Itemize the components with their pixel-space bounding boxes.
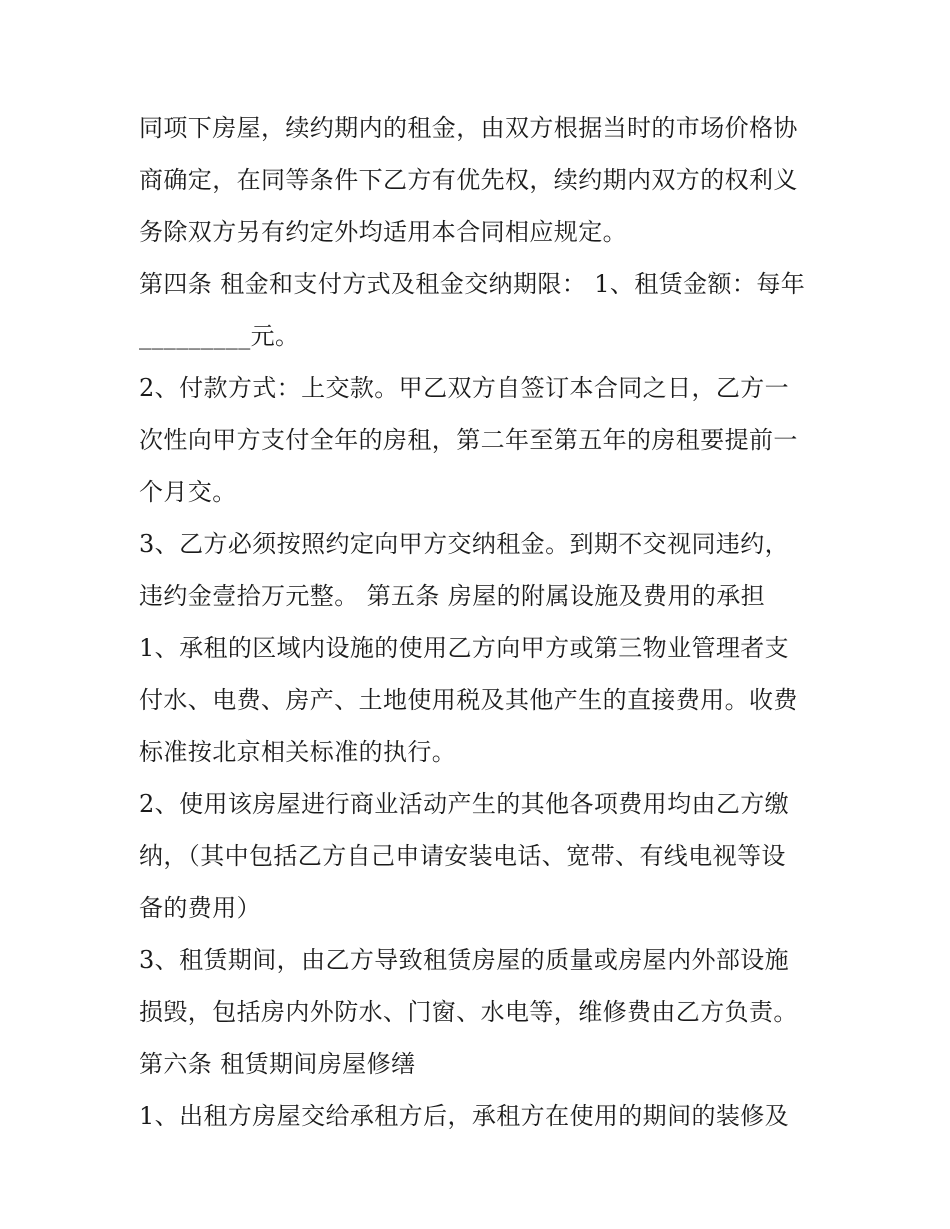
text-line: 备的费用） (139, 894, 261, 922)
text-line: 第六条 租赁期间房屋修缮 (139, 1050, 416, 1078)
text-line: 1、出租方房屋交给承租方后，承租方在使用的期间的装修及 (139, 1102, 790, 1130)
text-line: 标准按北京相关标准的执行。 (139, 738, 457, 766)
text-line: 纳，（其中包括乙方自己申请安装电话、宽带、有线电视等设 (139, 842, 786, 870)
text-line: 商确定，在同等条件下乙方有优先权，续约期内双方的权利义 (139, 166, 798, 194)
text-line: 违约金壹拾万元整。 第五条 房屋的附属设施及费用的承担 (139, 582, 766, 610)
text-line: 3、乙方必须按照约定向甲方交纳租金。到期不交视同违约， (139, 530, 790, 558)
text-line: 次性向甲方支付全年的房租，第二年至第五年的房租要提前一 (139, 426, 798, 454)
text-line: 3、租赁期间，由乙方导致租赁房屋的质量或房屋内外部设施 (139, 946, 790, 974)
text-line: 2、付款方式：上交款。甲乙双方自签订本合同之日，乙方一 (139, 374, 790, 402)
text-line: 1、承租的区域内设施的使用乙方向甲方或第三物业管理者支 (139, 634, 790, 662)
text-line: 2、使用该房屋进行商业活动产生的其他各项费用均由乙方缴 (139, 790, 790, 818)
text-line: _________元。 (139, 322, 300, 350)
text-line: 损毁，包括房内外防水、门窗、水电等，维修费由乙方负责。 (139, 998, 798, 1026)
text-line: 同项下房屋，续约期内的租金，由双方根据当时的市场价格协 (139, 114, 798, 142)
text-line: 务除双方另有约定外均适用本合同相应规定。 (139, 218, 627, 246)
text-line: 第四条 租金和支付方式及租金交纳期限： 1、租赁金额：每年 (139, 270, 806, 298)
text-line: 个月交。 (139, 478, 237, 506)
text-line: 付水、电费、房产、土地使用税及其他产生的直接费用。收费 (139, 686, 798, 714)
